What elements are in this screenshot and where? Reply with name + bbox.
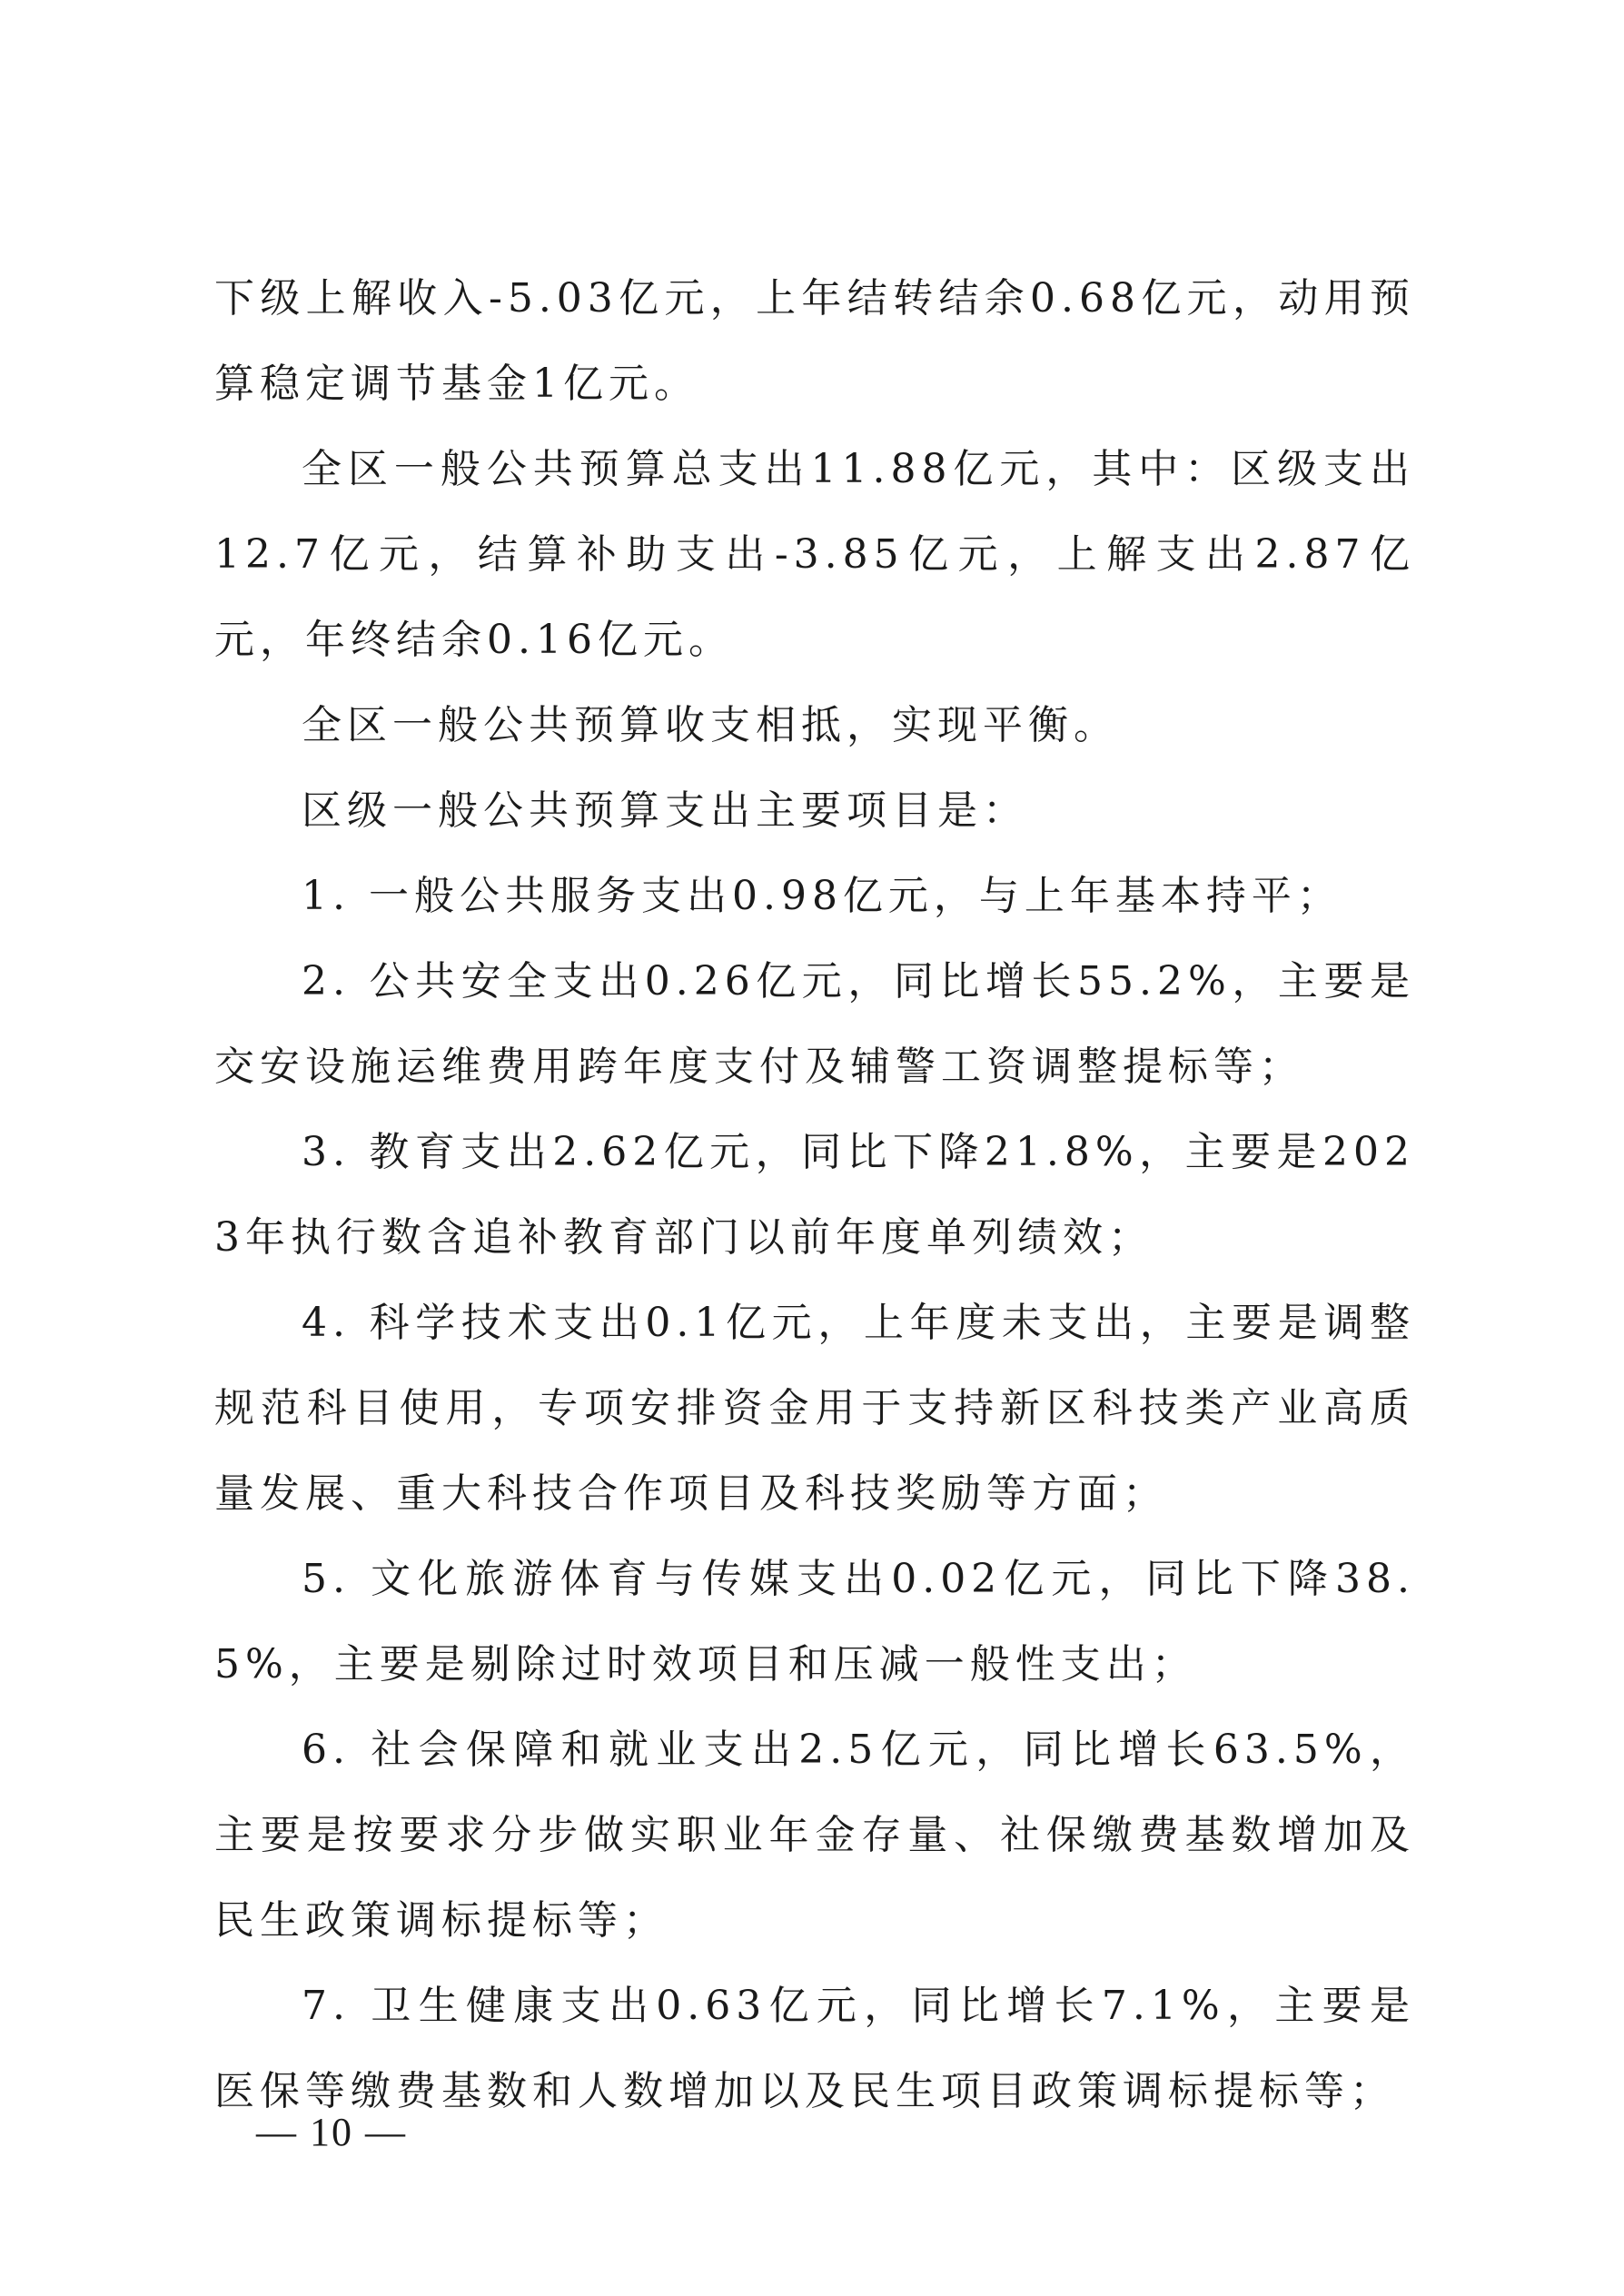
body-text <box>214 256 1415 2134</box>
page-number: — 10 — <box>256 2110 407 2154</box>
paragraph-balance: 全区一般公共预算收支相抵，实现平衡。 <box>302 702 1119 748</box>
paragraph-total-expenditure: 全区一般公共预算总支出11.88亿元，其中：区级支出12.7亿元，结算补助支出-3.85亿元，上解支出2.87亿元，年终结余0.16亿元。 <box>214 446 1415 663</box>
list-item-education: 3. 教育支出2.62亿元，同比下降21.8%，主要是2023年执行数含追补教育部门以前年度单列绩效； <box>214 1129 1415 1261</box>
list-item-health: 7. 卫生健康支出0.63亿元，同比增长7.1%，主要是医保等缴费基数和人数增加以及民生项目政策调标提标等； <box>214 1983 1415 2114</box>
paragraph-continuation: 下级上解收入-5.03亿元，上年结转结余0.68亿元，动用预算稳定调节基金1亿元。 <box>214 275 1415 407</box>
list-item-social-security-employment: 6. 社会保障和就业支出2.5亿元，同比增长63.5%，主要是按要求分步做实职业年金存量、社保缴费基数增加及民生政策调标提标等； <box>214 1727 1415 1944</box>
list-item-science-technology: 4. 科学技术支出0.1亿元，上年度未支出，主要是调整规范科目使用，专项安排资金用于支持新区科技类产业高质量发展、重大科技合作项目及科技奖励等方面； <box>214 1300 1415 1517</box>
list-item-general-public-services: 1. 一般公共服务支出0.98亿元，与上年基本持平； <box>302 873 1342 919</box>
list-item-public-security: 2. 公共安全支出0.26亿元，同比增长55.2%，主要是交安设施运维费用跨年度支付及辅警工资调整提标等； <box>214 958 1415 1090</box>
paragraph-main-items-heading: 区级一般公共预算支出主要项目是： <box>302 787 1028 834</box>
list-item-culture-tourism-sports-media: 5. 文化旅游体育与传媒支出0.02亿元，同比下降38.5%，主要是剔除过时效项目和压减一般性支出； <box>214 1556 1415 1687</box>
